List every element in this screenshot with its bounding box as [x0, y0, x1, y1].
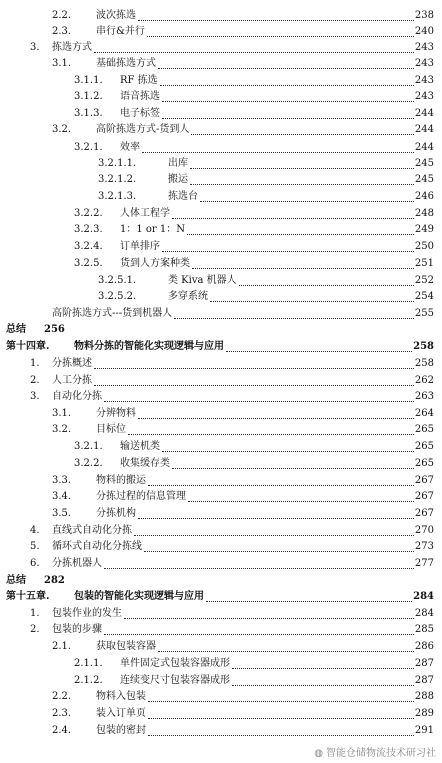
entry-number: 3.1.2. [74, 91, 103, 102]
entry-page-number: 291 [414, 723, 434, 739]
toc-entry[interactable] [0, 40, 442, 56]
dot-leader [148, 723, 414, 736]
dot-leader [148, 689, 414, 702]
entry-title: 高阶拣选方式-货到人 [96, 124, 190, 135]
entry-page-number: 244 [414, 106, 434, 122]
entry-page-number: 244 [414, 140, 434, 156]
dot-leader [210, 289, 414, 302]
entry-page-number: 264 [414, 406, 434, 422]
dot-leader [188, 489, 414, 502]
entry-page-number: 246 [414, 189, 434, 205]
entry-page-number: 243 [414, 40, 434, 56]
dot-leader [174, 306, 414, 319]
entry-number: 3.2.4. [74, 241, 103, 252]
entry-title: 收集缓存类 [120, 458, 170, 469]
dot-leader [138, 406, 414, 419]
entry-page-number: 258 [412, 339, 434, 355]
dot-leader [162, 239, 414, 252]
toc-entry[interactable] [0, 373, 442, 389]
toc-entry[interactable] [0, 406, 442, 422]
dot-leader [142, 140, 414, 153]
toc-entry[interactable] [0, 56, 442, 72]
entry-number: 3.2.1. [74, 441, 103, 452]
entry-title: 波次拣选 [96, 10, 136, 21]
dot-leader [200, 189, 414, 202]
toc-entry[interactable] [0, 24, 442, 40]
entry-title: 包装作业的发生 [52, 608, 122, 619]
entry-page-number: 285 [414, 622, 434, 638]
dot-leader [124, 606, 414, 619]
toc-entry[interactable] [0, 122, 442, 138]
toc-entry[interactable] [0, 523, 442, 539]
toc-entry[interactable] [0, 339, 442, 355]
entry-number: 3.2. [52, 124, 72, 135]
entry-number: 3.1. [52, 408, 72, 419]
entry-number: 3.5. [52, 508, 72, 519]
toc-entry[interactable] [0, 239, 442, 255]
entry-number: 2.1.1. [74, 658, 103, 669]
entry-page-number: 243 [414, 73, 434, 89]
entry-page-number: 248 [414, 206, 434, 222]
entry-number: 3.1. [52, 58, 72, 69]
entry-number: 2.1.2. [74, 675, 103, 686]
entry-number: 3.2.1.1. [98, 158, 137, 169]
toc-entry[interactable] [0, 89, 442, 105]
entry-number: 2.2. [52, 691, 72, 702]
entry-title: 分辨物料 [96, 408, 136, 419]
entry-title: 搬运 [168, 174, 188, 185]
toc-entry[interactable] [0, 306, 442, 322]
entry-number: 3.4. [52, 491, 72, 502]
dot-leader [104, 556, 414, 569]
toc-entry[interactable] [0, 689, 442, 705]
dot-leader [104, 622, 414, 635]
toc-entry[interactable] [0, 156, 442, 172]
toc-entry[interactable] [0, 706, 442, 722]
entry-title: 分拣过程的信息管理 [96, 491, 186, 502]
entry-page-number: 284 [412, 589, 434, 605]
entry-number: 2. [30, 624, 40, 635]
entry-number: 3.2.1. [74, 142, 103, 153]
entry-number: 第十五章. [6, 591, 50, 602]
toc-entry[interactable] [0, 656, 442, 672]
dot-leader [158, 56, 414, 69]
entry-title: 目标位 [96, 424, 126, 435]
toc-entry[interactable] [0, 556, 442, 572]
entry-page-number: 245 [414, 156, 434, 172]
entry-title: 包装的密封 [96, 725, 146, 736]
entry-page-number: 243 [414, 56, 434, 72]
entry-page-number: 273 [414, 539, 434, 555]
toc-entry[interactable] [0, 8, 442, 24]
toc-entry[interactable] [0, 422, 442, 438]
entry-title: 效率 [120, 142, 140, 153]
dot-leader [94, 356, 414, 369]
entry-title: 拣选方式 [52, 42, 92, 53]
dot-leader [206, 589, 414, 602]
entry-page-number: 244 [414, 122, 434, 138]
toc-entry[interactable] [0, 473, 442, 489]
toc-entry[interactable] [0, 622, 442, 638]
entry-title: 物料入包装 [96, 691, 146, 702]
entry-number: 1. [30, 358, 40, 369]
toc-entry[interactable] [0, 539, 442, 555]
entry-title: 分拣概述 [52, 358, 92, 369]
entry-number: 5. [30, 541, 40, 552]
entry-title: 类 Kiva 机器人 [168, 275, 237, 286]
dot-leader [191, 122, 414, 135]
summary-label: 总结 [6, 575, 26, 586]
toc-entry[interactable] [0, 356, 442, 372]
entry-page-number: 245 [414, 172, 434, 188]
dot-leader [148, 706, 414, 719]
entry-number: 3. [30, 391, 40, 402]
entry-number: 2.3. [52, 26, 72, 37]
toc-entry[interactable] [0, 573, 442, 589]
entry-page-number: 238 [414, 8, 434, 24]
dot-leader [128, 422, 414, 435]
entry-title: 1：1 or 1：N [120, 224, 185, 235]
entry-number: 3.2.5. [74, 258, 103, 269]
entry-title: 单件固定式包装容器成形 [120, 658, 230, 669]
entry-page-number: 288 [414, 689, 434, 705]
entry-title: 订单排序 [120, 241, 160, 252]
entry-page-number: 249 [414, 222, 434, 238]
entry-number: 3.2. [52, 424, 72, 435]
dot-leader [232, 673, 414, 686]
entry-title: 货到人方案种类 [120, 258, 190, 269]
toc-entry[interactable] [0, 639, 442, 655]
summary-page: 256 [44, 324, 65, 335]
toc-entry[interactable] [0, 456, 442, 472]
dot-leader [104, 389, 414, 402]
dot-leader [239, 273, 414, 286]
entry-title: 分拣机构 [96, 508, 136, 519]
entry-page-number: 263 [414, 389, 434, 405]
entry-page-number: 270 [414, 523, 434, 539]
entry-title: 物料分拣的智能化实现逻辑与应用 [74, 341, 224, 352]
entry-number: 3.3. [52, 475, 72, 486]
dot-leader [94, 373, 414, 386]
entry-number: 3.2.5.2. [98, 291, 137, 302]
dot-leader [160, 73, 414, 86]
dot-leader [162, 106, 414, 119]
summary-page: 282 [44, 575, 65, 586]
entry-number: 3.2.1.3. [98, 191, 137, 202]
dot-leader [134, 523, 414, 536]
entry-page-number: 265 [414, 422, 434, 438]
dot-leader [144, 539, 414, 552]
entry-number: 3.2.2. [74, 208, 103, 219]
entry-title: 基础拣选方式 [96, 58, 156, 69]
watermark [312, 744, 438, 759]
dot-leader [162, 439, 414, 452]
entry-page-number: 255 [414, 306, 434, 322]
entry-title: 包装的智能化实现逻辑与应用 [74, 591, 204, 602]
entry-page-number: 243 [414, 89, 434, 105]
toc-entry[interactable] [0, 589, 442, 605]
entry-page-number: 258 [414, 356, 434, 372]
dot-leader [190, 172, 414, 185]
entry-title: 出库 [168, 158, 188, 169]
toc-entry[interactable] [0, 189, 442, 205]
entry-title: 获取包装容器 [96, 641, 156, 652]
dot-leader [138, 506, 414, 519]
entry-page-number: 240 [414, 24, 434, 40]
entry-page-number: 287 [414, 656, 434, 672]
entry-number: 3.2.2. [74, 458, 103, 469]
entry-page-number: 267 [414, 489, 434, 505]
dot-leader [226, 339, 414, 352]
entry-page-number: 265 [414, 456, 434, 472]
dot-leader [138, 8, 414, 21]
dot-leader [187, 222, 414, 235]
entry-title: 装入订单页 [96, 708, 146, 719]
toc-entry[interactable] [0, 172, 442, 188]
toc-entry[interactable] [0, 673, 442, 689]
entry-page-number: 251 [414, 256, 434, 272]
entry-page-number: 252 [414, 273, 434, 289]
dot-leader [190, 156, 414, 169]
entry-number: 2.1. [52, 641, 72, 652]
dot-leader [147, 24, 414, 37]
entry-title: 连续变尺寸包装容器成形 [120, 675, 230, 686]
entry-number: 1. [30, 608, 40, 619]
dot-leader [172, 456, 414, 469]
entry-page-number: 254 [414, 289, 434, 305]
entry-title: 人体工程学 [120, 208, 170, 219]
entry-page-number: 267 [414, 506, 434, 522]
entry-number: 4. [30, 525, 40, 536]
entry-page-number: 277 [414, 556, 434, 572]
entry-title: 语音拣选 [120, 91, 160, 102]
entry-title: 人工分拣 [52, 375, 92, 386]
entry-number: 3.2.3. [74, 224, 103, 235]
entry-page-number: 286 [414, 639, 434, 655]
entry-title: 输送机类 [120, 441, 160, 452]
entry-page-number: 250 [414, 239, 434, 255]
toc-entry[interactable] [0, 256, 442, 272]
toc-entry[interactable] [0, 606, 442, 622]
entry-title: 多穿系统 [168, 291, 208, 302]
entry-number: 3.2.5.1. [98, 275, 137, 286]
entry-page-number: 267 [414, 473, 434, 489]
entry-number: 6. [30, 558, 40, 569]
entry-number: 2.2. [52, 10, 72, 21]
entry-title: 直线式自动化分拣 [52, 525, 132, 536]
entry-page-number: 284 [414, 606, 434, 622]
entry-title: 拣选台 [168, 191, 198, 202]
toc-entry[interactable] [0, 506, 442, 522]
entry-number: 3.2.1.2. [98, 174, 137, 185]
entry-number: 3.1.1. [74, 75, 103, 86]
toc-entry[interactable] [0, 389, 442, 405]
toc-entry[interactable] [0, 322, 442, 338]
dot-leader [148, 473, 414, 486]
entry-number: 3. [30, 42, 40, 53]
entry-title: 分拣机器人 [52, 558, 102, 569]
toc-entry[interactable] [0, 140, 442, 156]
dot-leader [158, 639, 414, 652]
toc-entry[interactable] [0, 723, 442, 739]
entry-number: 2.4. [52, 725, 72, 736]
toc-entry[interactable] [0, 222, 442, 238]
entry-title: 自动化分拣 [52, 391, 102, 402]
dot-leader [192, 256, 414, 269]
dot-leader [232, 656, 414, 669]
entry-title: 包装的步骤 [52, 624, 102, 635]
entry-title: RF 拣选 [120, 75, 158, 86]
wechat-icon: ◍ [314, 748, 323, 759]
toc-entry[interactable] [0, 289, 442, 305]
entry-title: 物料的搬运 [96, 475, 146, 486]
entry-number: 第十四章. [6, 341, 50, 352]
entry-page-number: 289 [414, 706, 434, 722]
toc-entry[interactable] [0, 206, 442, 222]
entry-title: 串行&并行 [96, 26, 145, 37]
toc-entry[interactable] [0, 106, 442, 122]
toc-entry[interactable] [0, 73, 442, 89]
toc-entry[interactable] [0, 439, 442, 455]
entry-page-number: 262 [414, 373, 434, 389]
entry-page-number: 265 [414, 439, 434, 455]
toc-entry[interactable] [0, 489, 442, 505]
entry-title: 循环式自动化分拣线 [52, 541, 142, 552]
summary-label: 总结 [6, 324, 26, 335]
entry-number: 2. [30, 375, 40, 386]
entry-page-number: 287 [414, 673, 434, 689]
dot-leader [162, 89, 414, 102]
dot-leader [172, 206, 414, 219]
entry-number: 3.1.3. [74, 108, 103, 119]
entry-title: 电子标签 [120, 108, 160, 119]
toc-entry[interactable] [0, 273, 442, 289]
dot-leader [94, 40, 414, 53]
entry-title: 高阶拣选方式---货到机器人 [52, 308, 173, 319]
entry-number: 2.3. [52, 708, 72, 719]
watermark-text: 智能仓储物流技术研习社 [326, 748, 436, 759]
